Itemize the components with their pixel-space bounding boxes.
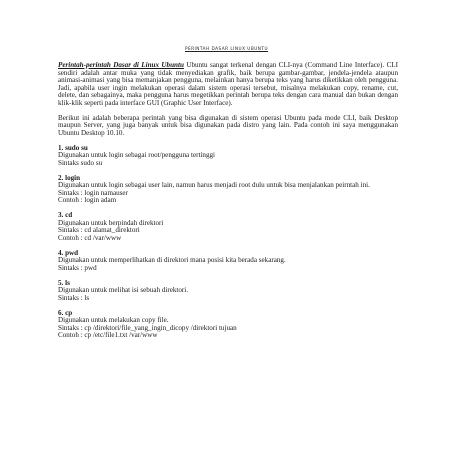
command-section-login <box>58 175 398 205</box>
command-title: 5. ls <box>58 278 70 287</box>
command-section-pwd <box>58 250 398 273</box>
intro-body: Ubuntu sangat terkenal dengan CLI-nya (Command Line Interface). CLI sendiri adalah antar muka yang tidak menyediakan grafik, baik berupa gambar-gambar, jendela-jendela ataupun animasi-animasi yang bisa memanjakan pengguna, melainkan hanya berupa teks yang harus diketikkan oleh pengguna. Jadi, apabila user ingin melakukan operasi dalam sistem operasi tersebut, misalnya melakukan copy, rename, cut, delete, dan sebagainya, maka pengguna harus megetikkan perintah berupa teks dengan cara manual dan bukan dengan klik-klik seperti pada interface GUI (Graphic User Interface). <box>58 61 399 107</box>
command-description: Digunakan untuk melakukan copy file. <box>58 316 169 324</box>
command-syntax: Sintaks : ls <box>58 293 90 302</box>
command-title: 4. pwd <box>58 248 79 257</box>
overview-paragraph: Berikut ini adalah beberapa perintah yang bisa digunakan di sistem operasi Ubuntu pada mode CLI, baik Desktop maupun Server, yang juga banyak untuk bisa digunakan pada distro yang lain. Pada contoh ini saya menggunakan Ubuntu Desktop 10.10. <box>58 113 398 137</box>
command-title: 6. cp <box>58 308 73 317</box>
command-example: Contoh : cd /var/www <box>58 233 122 242</box>
command-description: Digunakan untuk memperlihatkan di direktori mana posisi kita berada sekarang. <box>58 256 286 264</box>
command-section-cp <box>58 310 398 340</box>
command-syntax: Sintaks : cd alamat_direktori <box>58 226 140 234</box>
command-description: Digunakan untuk login sebagai user lain, namun harus menjadi root dulu untuk bisa menjalankan peirntah ini. <box>58 181 370 189</box>
command-title: 3. cd <box>58 211 73 219</box>
command-syntax: Sintaks : pwd <box>58 263 97 272</box>
command-syntax: Sintaks : cp /direktori/file_yang_ingin_dicopy /direktori tujuan <box>58 323 237 332</box>
command-title: 1. sudo su <box>58 143 88 152</box>
document-body <box>58 62 398 347</box>
command-title: 2. login <box>58 173 81 182</box>
command-description: Digunakan untuk login sebagai root/pengguna tertinggi <box>58 151 216 159</box>
intro-title: Perintah-perintah Dasar di Linux Ubuntu <box>58 61 184 69</box>
command-syntax: Sintaks : login namauser <box>58 188 128 197</box>
command-section-ls <box>58 280 398 303</box>
command-example: Contoh : cp /etc/file1.txt /var/www <box>58 331 158 339</box>
command-section-cd <box>58 212 398 242</box>
page-header: PERINTAH DASAR LINUX UBUNTU <box>184 46 269 51</box>
intro-paragraph <box>58 62 398 107</box>
command-description: Digunakan untuk berpindah direktori <box>58 218 164 227</box>
command-section-sudo-su <box>58 145 398 168</box>
command-description: Digunakan untuk melihat isi sebuah direktori. <box>58 286 189 294</box>
command-syntax: Sintaks sudo su <box>58 158 103 167</box>
command-example: Contoh : login adam <box>58 196 117 204</box>
